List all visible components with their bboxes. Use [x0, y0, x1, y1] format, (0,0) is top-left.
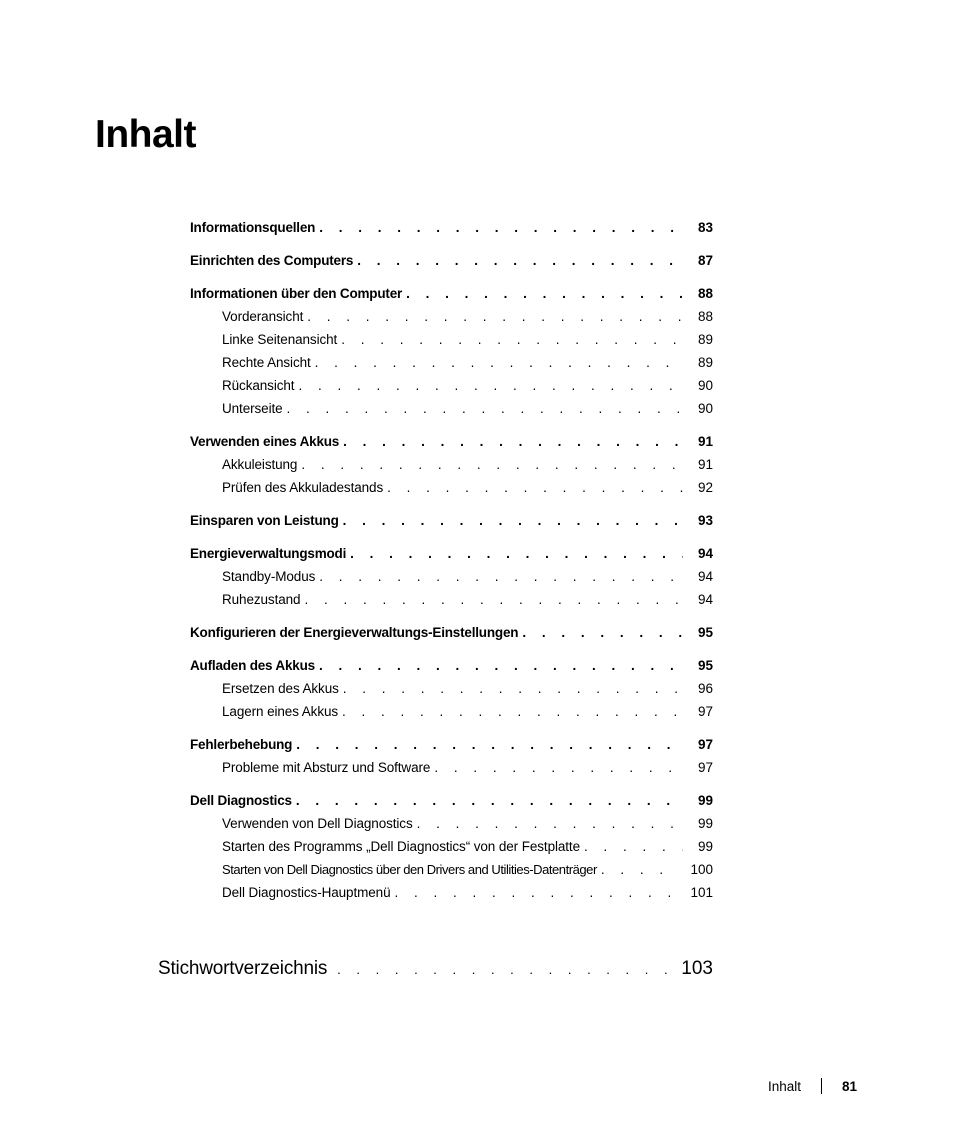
toc-entry[interactable]	[190, 351, 713, 374]
toc-entry-label: Konfigurieren der Energieverwaltungs-Einstellungen	[190, 625, 519, 640]
dot-leader	[343, 677, 683, 700]
dot-leader	[522, 621, 683, 644]
dot-leader	[357, 249, 683, 272]
toc-entry-label: Unterseite	[222, 401, 283, 416]
toc-entry-label: Informationen über den Computer	[190, 286, 403, 301]
dot-leader	[304, 588, 683, 611]
toc-entry-page: 97	[697, 760, 713, 775]
toc-entry-page: 89	[697, 332, 713, 347]
toc-entry-page: 92	[697, 480, 713, 495]
toc-entry-page: 95	[697, 625, 713, 640]
dot-leader	[301, 453, 683, 476]
dot-leader	[319, 654, 683, 677]
toc-entry[interactable]	[190, 654, 713, 677]
toc-entry[interactable]	[190, 733, 713, 756]
dot-leader	[394, 881, 671, 904]
dot-leader	[319, 565, 683, 588]
toc-entry-page: 100	[690, 862, 713, 877]
toc-entry-label: Dell Diagnostics-Hauptmenü	[222, 885, 391, 900]
toc-entry[interactable]	[190, 677, 713, 700]
toc-entry[interactable]	[190, 881, 713, 904]
toc-entry-label: Rückansicht	[222, 378, 295, 393]
toc-entry[interactable]	[190, 476, 713, 499]
dot-leader	[296, 789, 683, 812]
toc-entry-page: 94	[697, 569, 713, 584]
toc-entry[interactable]	[190, 282, 713, 305]
toc-entry-page: 95	[697, 658, 713, 673]
toc-entry-page: 99	[697, 816, 713, 831]
dot-leader	[342, 700, 683, 723]
toc-entry-label: Einsparen von Leistung	[190, 513, 339, 528]
dot-leader	[296, 733, 683, 756]
toc-entry[interactable]	[190, 565, 713, 588]
toc-entry[interactable]	[190, 700, 713, 723]
dot-leader	[406, 282, 683, 305]
toc-entry[interactable]	[190, 374, 713, 397]
dot-leader	[343, 509, 683, 532]
toc-entry-page: 91	[697, 434, 713, 449]
dot-leader	[601, 858, 671, 881]
toc-entry[interactable]	[190, 621, 713, 644]
toc-entry-label: Fehlerbehebung	[190, 737, 293, 752]
toc-entry[interactable]	[190, 509, 713, 532]
toc-entry[interactable]	[190, 756, 713, 779]
toc-entry-index[interactable]	[158, 958, 713, 980]
toc-entry-label: Starten des Programms „Dell Diagnostics“ von der Festplatte	[222, 839, 580, 854]
toc-entry-label: Rechte Ansicht	[222, 355, 311, 370]
toc-entry-page: 97	[697, 737, 713, 752]
toc-entry-page: 88	[697, 286, 713, 301]
dot-leader	[337, 962, 667, 977]
toc-entry-page: 89	[697, 355, 713, 370]
toc-entry-label: Einrichten des Computers	[190, 253, 354, 268]
footer-section-name: Inhalt	[767, 1078, 801, 1094]
dot-leader	[343, 430, 683, 453]
toc-entry[interactable]	[190, 397, 713, 420]
page-footer	[768, 1078, 857, 1094]
dot-leader	[298, 374, 683, 397]
toc-entry-label: Prüfen des Akkuladestands	[222, 480, 384, 495]
toc-entry-label: Lagern eines Akkus	[222, 704, 339, 719]
toc-entry-label: Probleme mit Absturz und Software	[222, 760, 431, 775]
dot-leader	[584, 835, 683, 858]
footer-page-number: 81	[841, 1078, 857, 1094]
dot-leader	[341, 328, 683, 351]
toc-entry[interactable]	[190, 216, 713, 239]
toc-entry[interactable]	[190, 453, 713, 476]
toc-entry-page: 101	[690, 885, 713, 900]
dot-leader	[387, 476, 683, 499]
page-title: Inhalt	[95, 113, 196, 156]
toc-entry[interactable]	[190, 789, 713, 812]
dot-leader	[287, 397, 683, 420]
toc-entry-label: Ersetzen des Akkus	[222, 681, 339, 696]
toc-entry-page: 90	[697, 378, 713, 393]
toc-entry-page: 99	[697, 839, 713, 854]
toc-entry-label: Aufladen des Akkus	[190, 658, 315, 673]
toc-entry-page: 99	[697, 793, 713, 808]
toc-entry[interactable]	[190, 812, 713, 835]
toc-entry-page: 96	[697, 681, 713, 696]
toc-entry-label: Linke Seitenansicht	[222, 332, 338, 347]
dot-leader	[350, 542, 683, 565]
toc-entry-page: 91	[697, 457, 713, 472]
toc-entry-label: Vorderansicht	[222, 309, 304, 324]
toc-entry-page: 88	[697, 309, 713, 324]
toc-entry-label: Standby-Modus	[222, 569, 316, 584]
table-of-contents	[190, 216, 713, 904]
toc-entry-page: 87	[697, 253, 713, 268]
toc-entry[interactable]	[190, 249, 713, 272]
toc-entry[interactable]	[190, 305, 713, 328]
toc-entry-label: Ruhezustand	[222, 592, 301, 607]
toc-entry[interactable]	[190, 588, 713, 611]
dot-leader	[319, 216, 683, 239]
toc-entry-page: 97	[697, 704, 713, 719]
toc-entry-label: Verwenden von Dell Diagnostics	[222, 816, 413, 831]
footer-divider	[821, 1078, 822, 1094]
toc-entry-page: 83	[697, 220, 713, 235]
toc-entry[interactable]	[190, 542, 713, 565]
toc-entry[interactable]	[190, 430, 713, 453]
toc-entry-label: Dell Diagnostics	[190, 793, 292, 808]
toc-entry-label: Verwenden eines Akkus	[190, 434, 340, 449]
toc-entry-page: 94	[697, 592, 713, 607]
toc-entry-label: Energieverwaltungsmodi	[190, 546, 347, 561]
toc-entry-label: Akkuleistung	[222, 457, 298, 472]
toc-entry-label: Stichwortverzeichnis	[158, 958, 328, 979]
dot-leader	[417, 812, 683, 835]
toc-entry-label: Informationsquellen	[190, 220, 316, 235]
toc-entry-page: 90	[697, 401, 713, 416]
toc-entry-page: 93	[697, 513, 713, 528]
toc-entry-label: Starten von Dell Diagnostics über den Drivers and Utilities-Datenträger	[222, 862, 597, 877]
toc-entry[interactable]	[190, 328, 713, 351]
toc-entry-page: 103	[681, 958, 713, 979]
toc-entry-page: 94	[697, 546, 713, 561]
toc-entry[interactable]	[190, 835, 713, 858]
dot-leader	[315, 351, 683, 374]
dot-leader	[434, 756, 683, 779]
toc-entry[interactable]	[190, 858, 713, 881]
dot-leader	[307, 305, 683, 328]
